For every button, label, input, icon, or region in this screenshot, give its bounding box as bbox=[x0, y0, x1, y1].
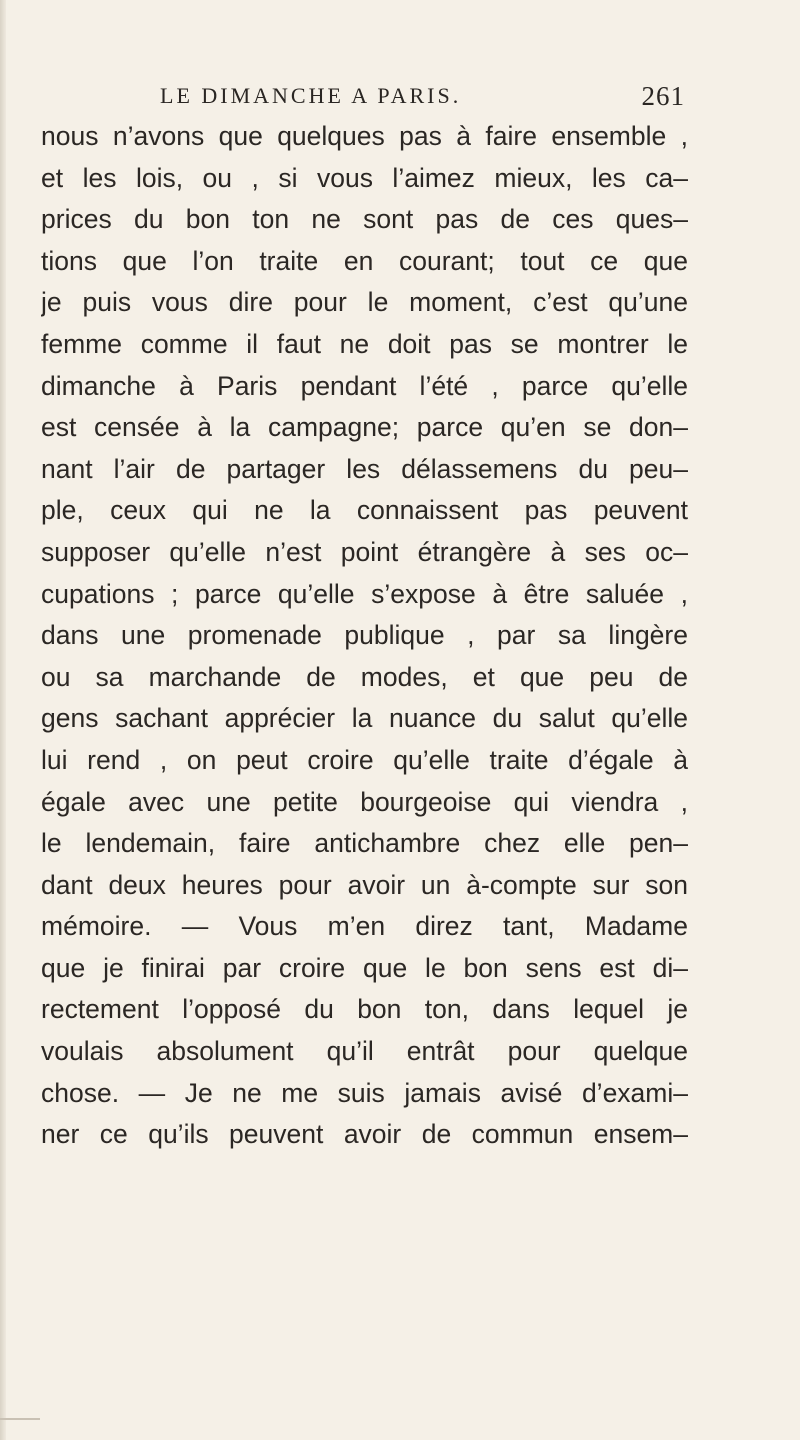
text-line: le lendemain, faire antichambre chez elle pen– bbox=[41, 828, 688, 859]
text-line: mémoire. — Vous m’en direz tant, Madame bbox=[41, 911, 688, 942]
page-number: 261 bbox=[641, 81, 685, 111]
text-line: gens sachant apprécier la nuance du salut qu’elle bbox=[41, 703, 688, 734]
text-line: égale avec une petite bourgeoise qui viendra , bbox=[41, 786, 688, 817]
text-line: nant l’air de partager les délassemens du peu– bbox=[41, 453, 688, 484]
running-title: LE DIMANCHE A PARIS. bbox=[160, 83, 462, 108]
text-line: rectement l’opposé du bon ton, dans lequel je bbox=[41, 994, 688, 1025]
page-edge-shadow bbox=[0, 0, 6, 1440]
text-line: supposer qu’elle n’est point étrangère à ses oc– bbox=[41, 536, 688, 567]
text-line: tions que l’on traite en courant; tout ce que bbox=[41, 245, 688, 276]
text-line: prices du bon ton ne sont pas de ces ques– bbox=[41, 204, 688, 235]
running-head bbox=[160, 79, 685, 113]
text-line: ou sa marchande de modes, et que peu de bbox=[41, 661, 688, 692]
text-line: voulais absolument qu’il entrât pour quelque bbox=[41, 1036, 688, 1067]
text-line: ple, ceux qui ne la connaissent pas peuvent bbox=[41, 495, 688, 526]
text-line: chose. — Je ne me suis jamais avisé d’exami– bbox=[41, 1077, 688, 1108]
text-line: je puis vous dire pour le moment, c’est qu’une bbox=[41, 287, 688, 318]
text-line: dant deux heures pour avoir un à-compte sur son bbox=[41, 869, 688, 900]
text-line: que je finirai par croire que le bon sens est di– bbox=[41, 952, 688, 983]
page-corner-mark bbox=[0, 1418, 40, 1420]
text-line: lui rend , on peut croire qu’elle traite d’égale à bbox=[41, 744, 688, 775]
text-line: ner ce qu’ils peuvent avoir de commun ensem– bbox=[41, 1119, 688, 1150]
text-line: dans une promenade publique , par sa lingère bbox=[41, 620, 688, 651]
body-text bbox=[41, 116, 688, 1156]
text-line: nous n’avons que quelques pas à faire ensemble , bbox=[41, 121, 688, 151]
text-line: femme comme il faut ne doit pas se montrer le bbox=[41, 328, 688, 359]
text-line: est censée à la campagne; parce qu’en se don– bbox=[41, 412, 688, 443]
text-line: et les lois, ou , si vous l’aimez mieux, les ca– bbox=[41, 162, 688, 193]
text-line: cupations ; parce qu’elle s’expose à être saluée , bbox=[41, 578, 688, 609]
text-line: dimanche à Paris pendant l’été , parce qu’elle bbox=[41, 370, 688, 401]
